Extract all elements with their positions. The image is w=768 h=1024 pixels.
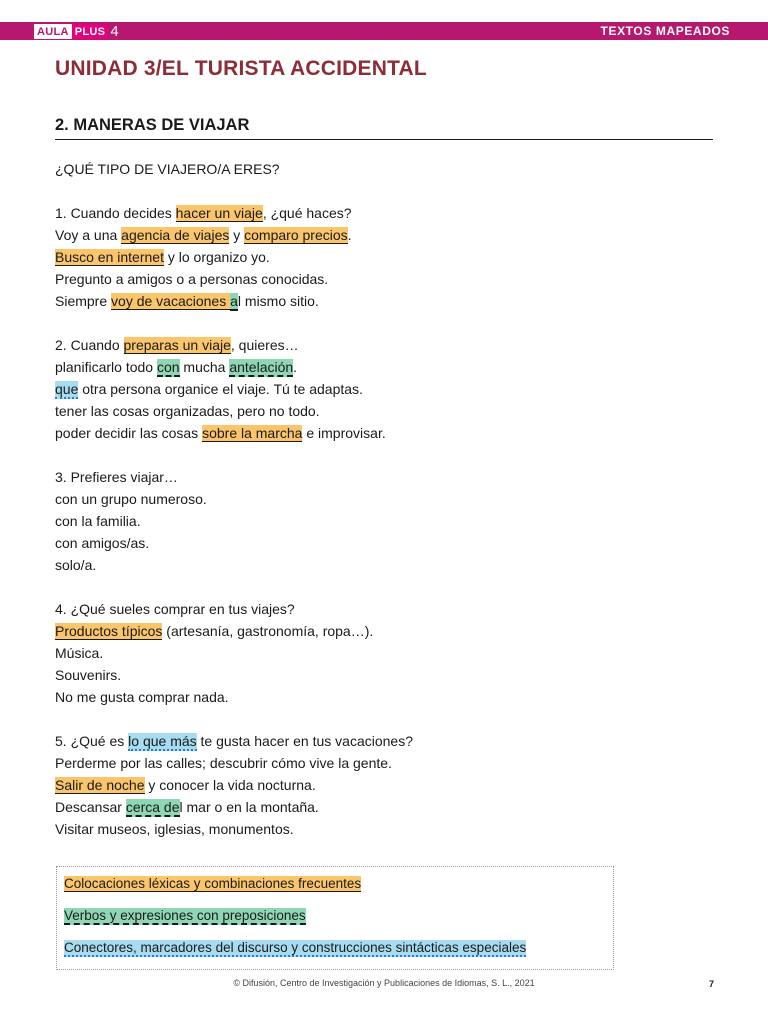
answer-option: Música. (55, 645, 104, 661)
highlight-preposition: a (230, 293, 238, 309)
answer-option: No me gusta comprar nada. (55, 689, 229, 705)
question-3: 3. Prefieres viajar… (55, 469, 178, 485)
highlight-collocation: Productos típicos (55, 623, 163, 639)
highlight-collocation: sobre la marcha (202, 425, 303, 441)
logo-plus-text: PLUS (72, 24, 109, 39)
question-2: 2. Cuando preparas un viaje, quieres… (55, 337, 299, 353)
answer-option: Visitar museos, iglesias, monumentos. (55, 821, 294, 837)
color-legend (56, 866, 614, 970)
answer-option: planificarlo todo con mucha antelación. (55, 359, 298, 375)
highlight-collocation: agencia de viajes (121, 227, 230, 243)
highlight-connector: lo que más (128, 733, 197, 749)
answer-option: solo/a. (55, 557, 97, 573)
answer-option: con la familia. (55, 513, 141, 529)
legend-label-prepositions: Verbos y expresiones con preposiciones (64, 908, 306, 923)
answer-option: Salir de noche y conocer la vida nocturna. (55, 777, 316, 793)
answer-option: Busco en internet y lo organizo yo. (55, 249, 270, 265)
highlight-collocation: preparas un viaje (123, 337, 231, 353)
question-5: 5. ¿Qué es lo que más te gusta hacer en tus vacaciones? (55, 733, 413, 749)
questionnaire (55, 158, 715, 840)
unit-title: UNIDAD 3/EL TURISTA ACCIDENTAL (55, 57, 427, 80)
answer-option: Descansar cerca del mar o en la montaña. (55, 799, 319, 815)
question-1: 1. Cuando decides hacer un viaje, ¿qué haces? (55, 205, 352, 221)
questionnaire-title: ¿QUÉ TIPO DE VIAJERO/A ERES? (55, 161, 280, 177)
highlight-collocation: Busco en internet (55, 249, 164, 265)
legend-item-orange (64, 874, 607, 906)
highlight-preposition: antelación (229, 359, 294, 375)
logo-aula-text: AULA (34, 24, 72, 39)
legend-item-blue (64, 938, 607, 970)
answer-option: Voy a una agencia de viajes y comparo precios. (55, 227, 352, 243)
highlight-preposition: con (156, 359, 180, 375)
answer-option: Siempre voy de vacaciones al mismo sitio. (55, 293, 319, 309)
aula-plus-logo (34, 24, 119, 39)
answer-option: Productos típicos (artesanía, gastronomía, ropa…). (55, 623, 374, 639)
highlight-preposition: cerca de (125, 799, 180, 815)
copyright-footer: © Difusión, Centro de Investigación y Publicaciones de Idiomas, S. L., 2021 (233, 978, 535, 988)
answer-option: Pregunto a amigos o a personas conocidas. (55, 271, 329, 287)
highlight-collocation: Salir de noche (55, 777, 145, 793)
section-heading: 2. MANERAS DE VIAJAR (55, 116, 713, 140)
section-label: TEXTOS MAPEADOS (600, 24, 730, 38)
answer-option: Perderme por las calles; descubrir cómo vive la gente. (55, 755, 392, 771)
highlight-collocation: voy de vacaciones (111, 293, 231, 309)
legend-item-green (64, 906, 607, 938)
legend-label-connectors: Conectores, marcadores del discurso y construcciones sintácticas especiales (64, 940, 527, 955)
answer-option: tener las cosas organizadas, pero no todo. (55, 403, 320, 419)
logo-level-number: 4 (110, 23, 119, 40)
answer-option: poder decidir las cosas sobre la marcha e improvisar. (55, 425, 386, 441)
answer-option: que otra persona organice el viaje. Tú te adaptas. (55, 381, 363, 397)
answer-option: Souvenirs. (55, 667, 122, 683)
question-4: 4. ¿Qué sueles comprar en tus viajes? (55, 601, 295, 617)
page-number: 7 (708, 979, 714, 989)
highlight-connector: que (55, 381, 79, 397)
answer-option: con amigos/as. (55, 535, 150, 551)
highlight-collocation: comparo precios (244, 227, 348, 243)
legend-label-collocations: Colocaciones léxicas y combinaciones frecuentes (64, 876, 362, 891)
highlight-collocation: hacer un viaje (175, 205, 263, 221)
answer-option: con un grupo numeroso. (55, 491, 207, 507)
